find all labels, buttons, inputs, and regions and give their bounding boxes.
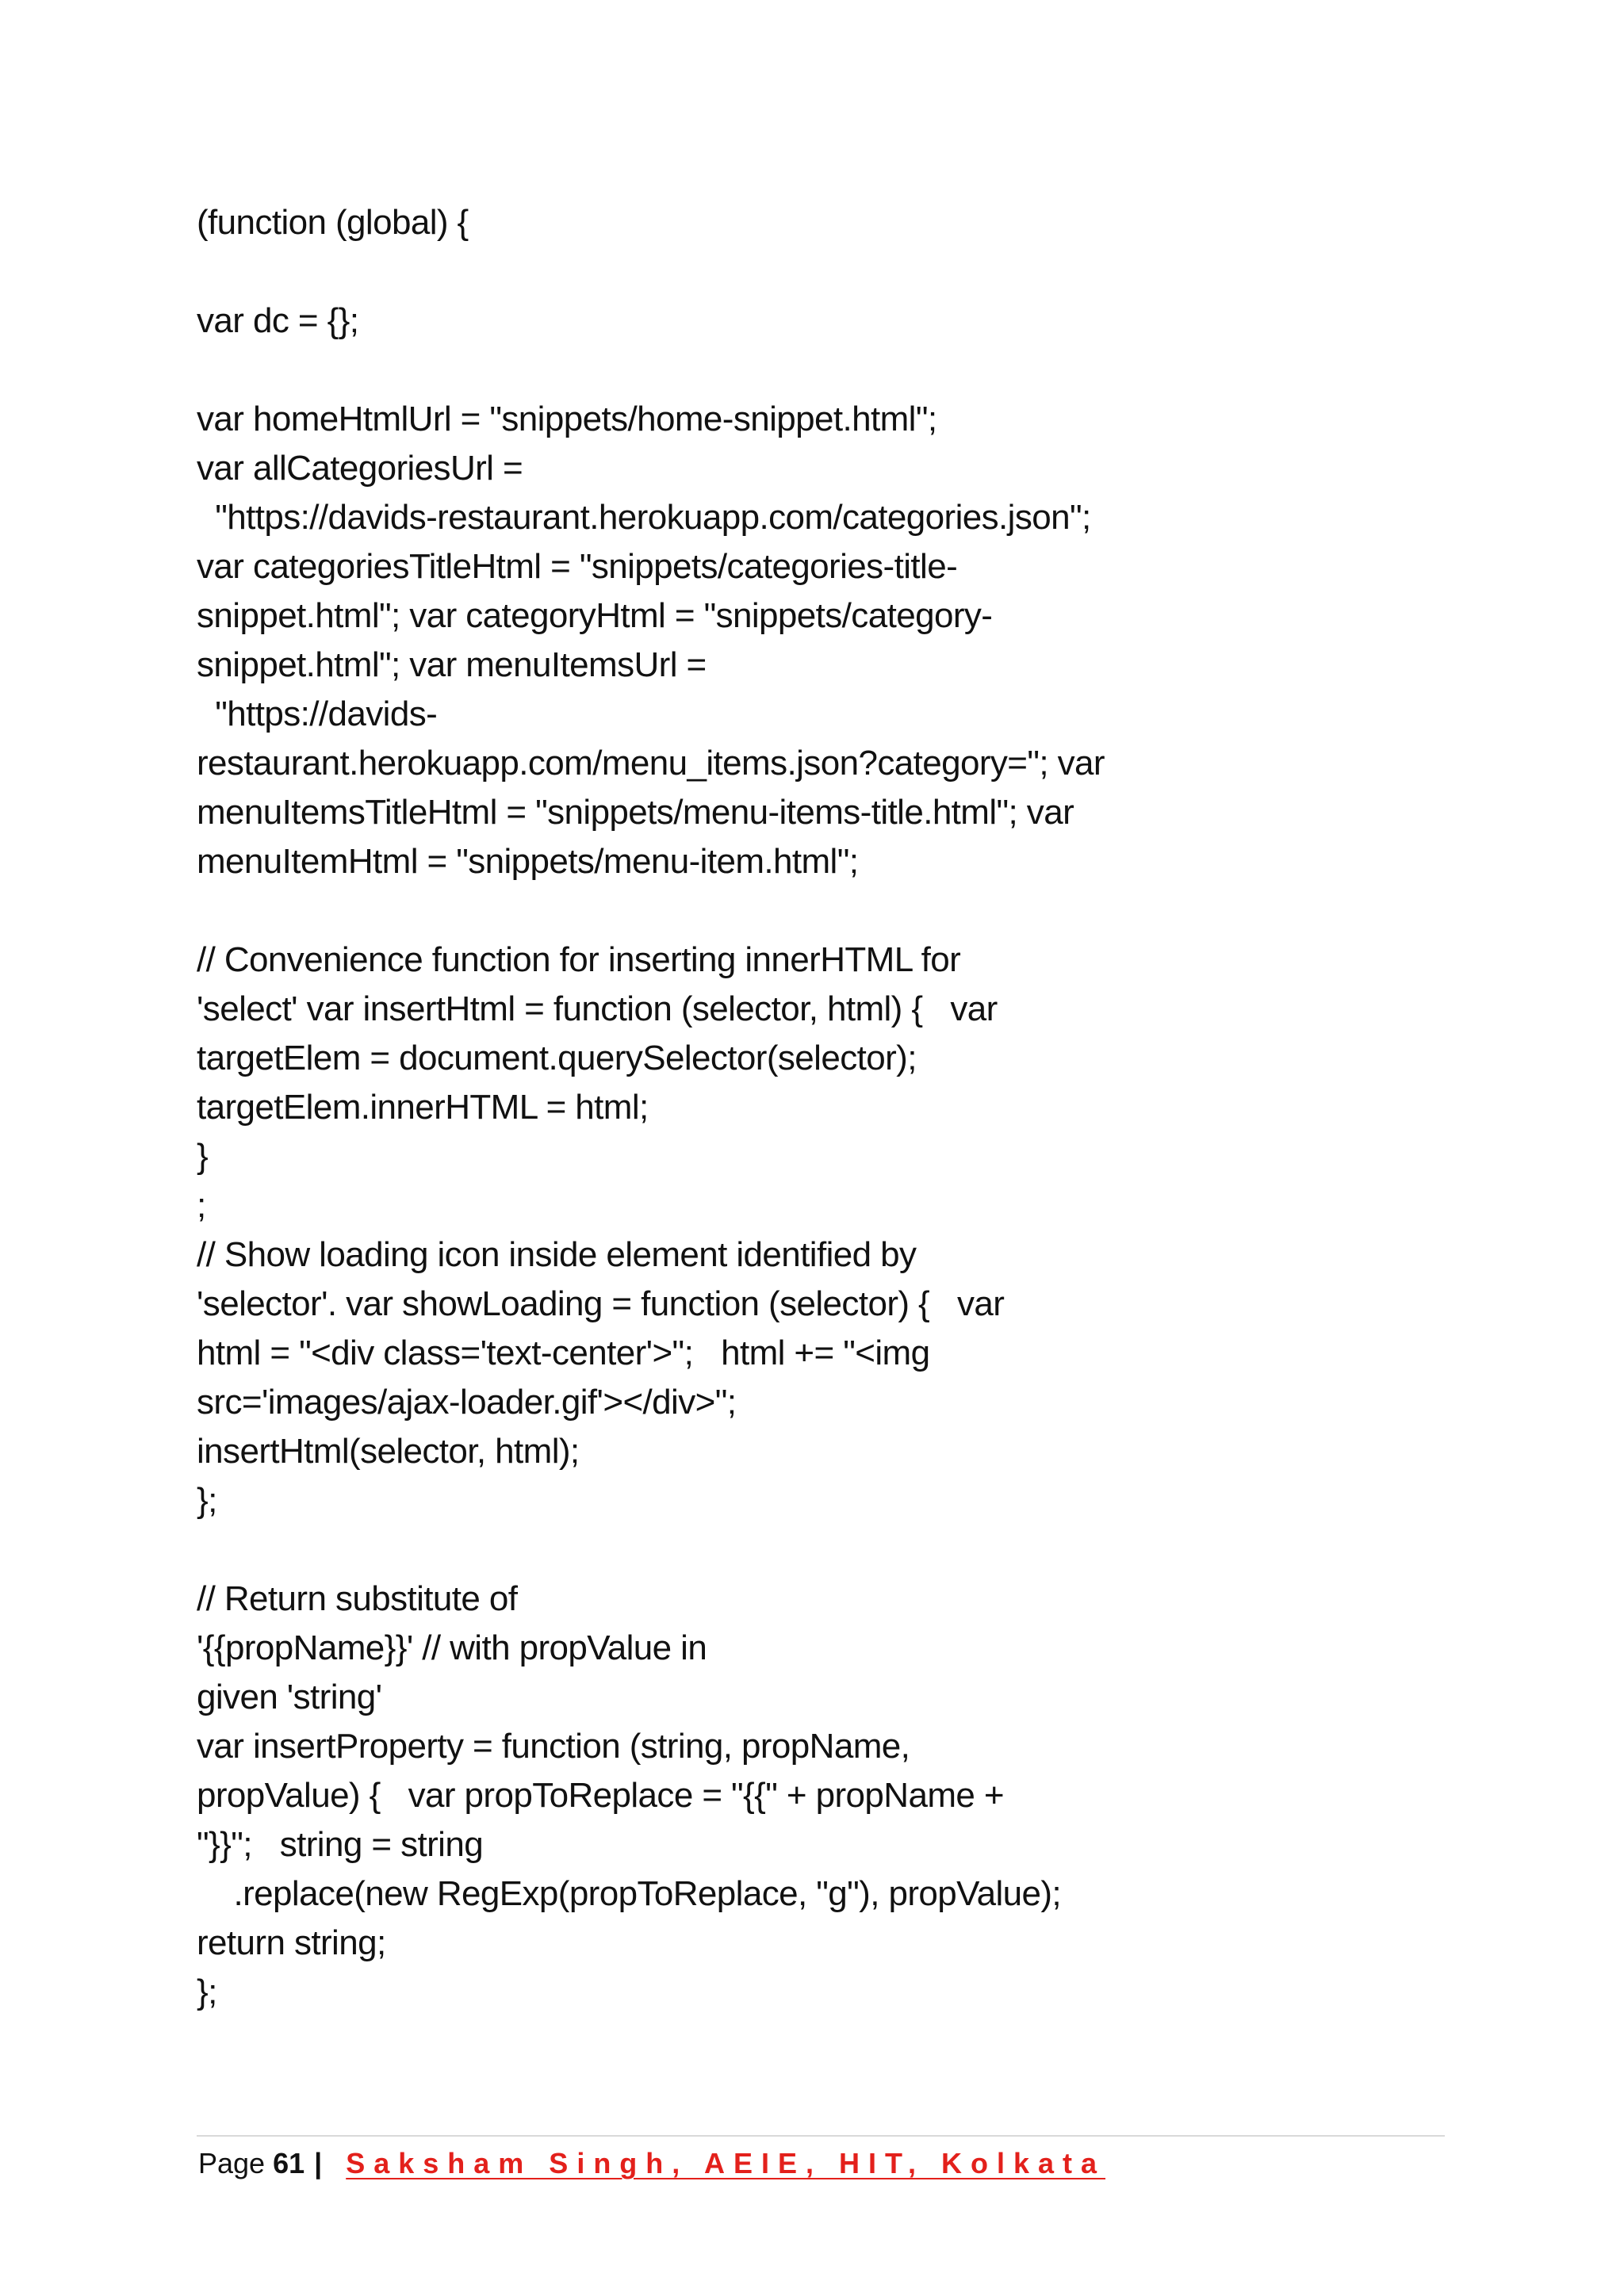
page-number: 61 [273, 2147, 305, 2179]
code-line: restaurant.herokuapp.com/menu_items.json?category="; var [197, 744, 1105, 783]
blank-line [197, 1525, 1434, 1575]
page-footer [198, 2144, 1105, 2183]
code-line: html = "<div class='text-center'>"; html += "<img [197, 1334, 930, 1372]
code-line: given 'string' [197, 1678, 382, 1716]
code-line: var dc = {}; [197, 301, 359, 340]
code-line: (function (global) { [197, 203, 469, 242]
code-line: var homeHtmlUrl = "snippets/home-snippet.html"; [197, 400, 937, 438]
blank-line [197, 886, 1434, 936]
blank-line [197, 247, 1434, 297]
code-line: snippet.html"; var categoryHtml = "snippets/category- [197, 596, 993, 635]
code-line: // Show loading icon inside element identified by [197, 1235, 917, 1274]
code-line: '{{propName}}' // with propValue in [197, 1628, 707, 1667]
code-line: var insertProperty = function (string, propName, [197, 1727, 910, 1766]
code-line: 'selector'. var showLoading = function (selector) { var [197, 1284, 1005, 1323]
page-label: Page [198, 2147, 266, 2179]
code-line: snippet.html"; var menuItemsUrl = [197, 645, 707, 684]
code-line: targetElem = document.querySelector(selector); [197, 1039, 917, 1077]
code-line: menuItemHtml = "snippets/menu-item.html"; [197, 842, 859, 881]
code-line: .replace(new RegExp(propToReplace, "g"), propValue); [197, 1874, 1062, 1913]
footer-separator: | [314, 2147, 323, 2179]
code-line: 'select' var insertHtml = function (selector, html) { var [197, 989, 998, 1028]
blank-line [197, 346, 1434, 395]
code-line: } [197, 1137, 209, 1176]
code-line: // Return substitute of [197, 1579, 518, 1618]
code-line: }; [197, 1973, 217, 2011]
code-line: return string; [197, 1923, 386, 1962]
code-line: propValue) { var propToReplace = "{{" + propName + [197, 1776, 1004, 1815]
code-line: "}}"; string = string [197, 1825, 484, 1864]
code-line: var categoriesTitleHtml = "snippets/categories-title- [197, 547, 958, 586]
code-line: "https://davids- [197, 695, 438, 733]
author-credit: Saksham Singh, AEIE, HIT, Kolkata [346, 2147, 1106, 2179]
code-line: src='images/ajax-loader.gif'></div>"; [197, 1383, 737, 1422]
code-line: }; [197, 1481, 217, 1520]
code-line: ; [197, 1186, 206, 1225]
code-line: insertHtml(selector, html); [197, 1432, 580, 1471]
code-line: menuItemsTitleHtml = "snippets/menu-items-title.html"; var [197, 793, 1074, 832]
code-line: var allCategoriesUrl = [197, 449, 523, 488]
code-line: // Convenience function for inserting innerHTML for [197, 940, 961, 979]
code-line: "https://davids-restaurant.herokuapp.com/categories.json"; [197, 498, 1091, 537]
footer-divider [197, 2135, 1445, 2137]
code-listing [197, 198, 1434, 2017]
code-line: targetElem.innerHTML = html; [197, 1088, 649, 1127]
